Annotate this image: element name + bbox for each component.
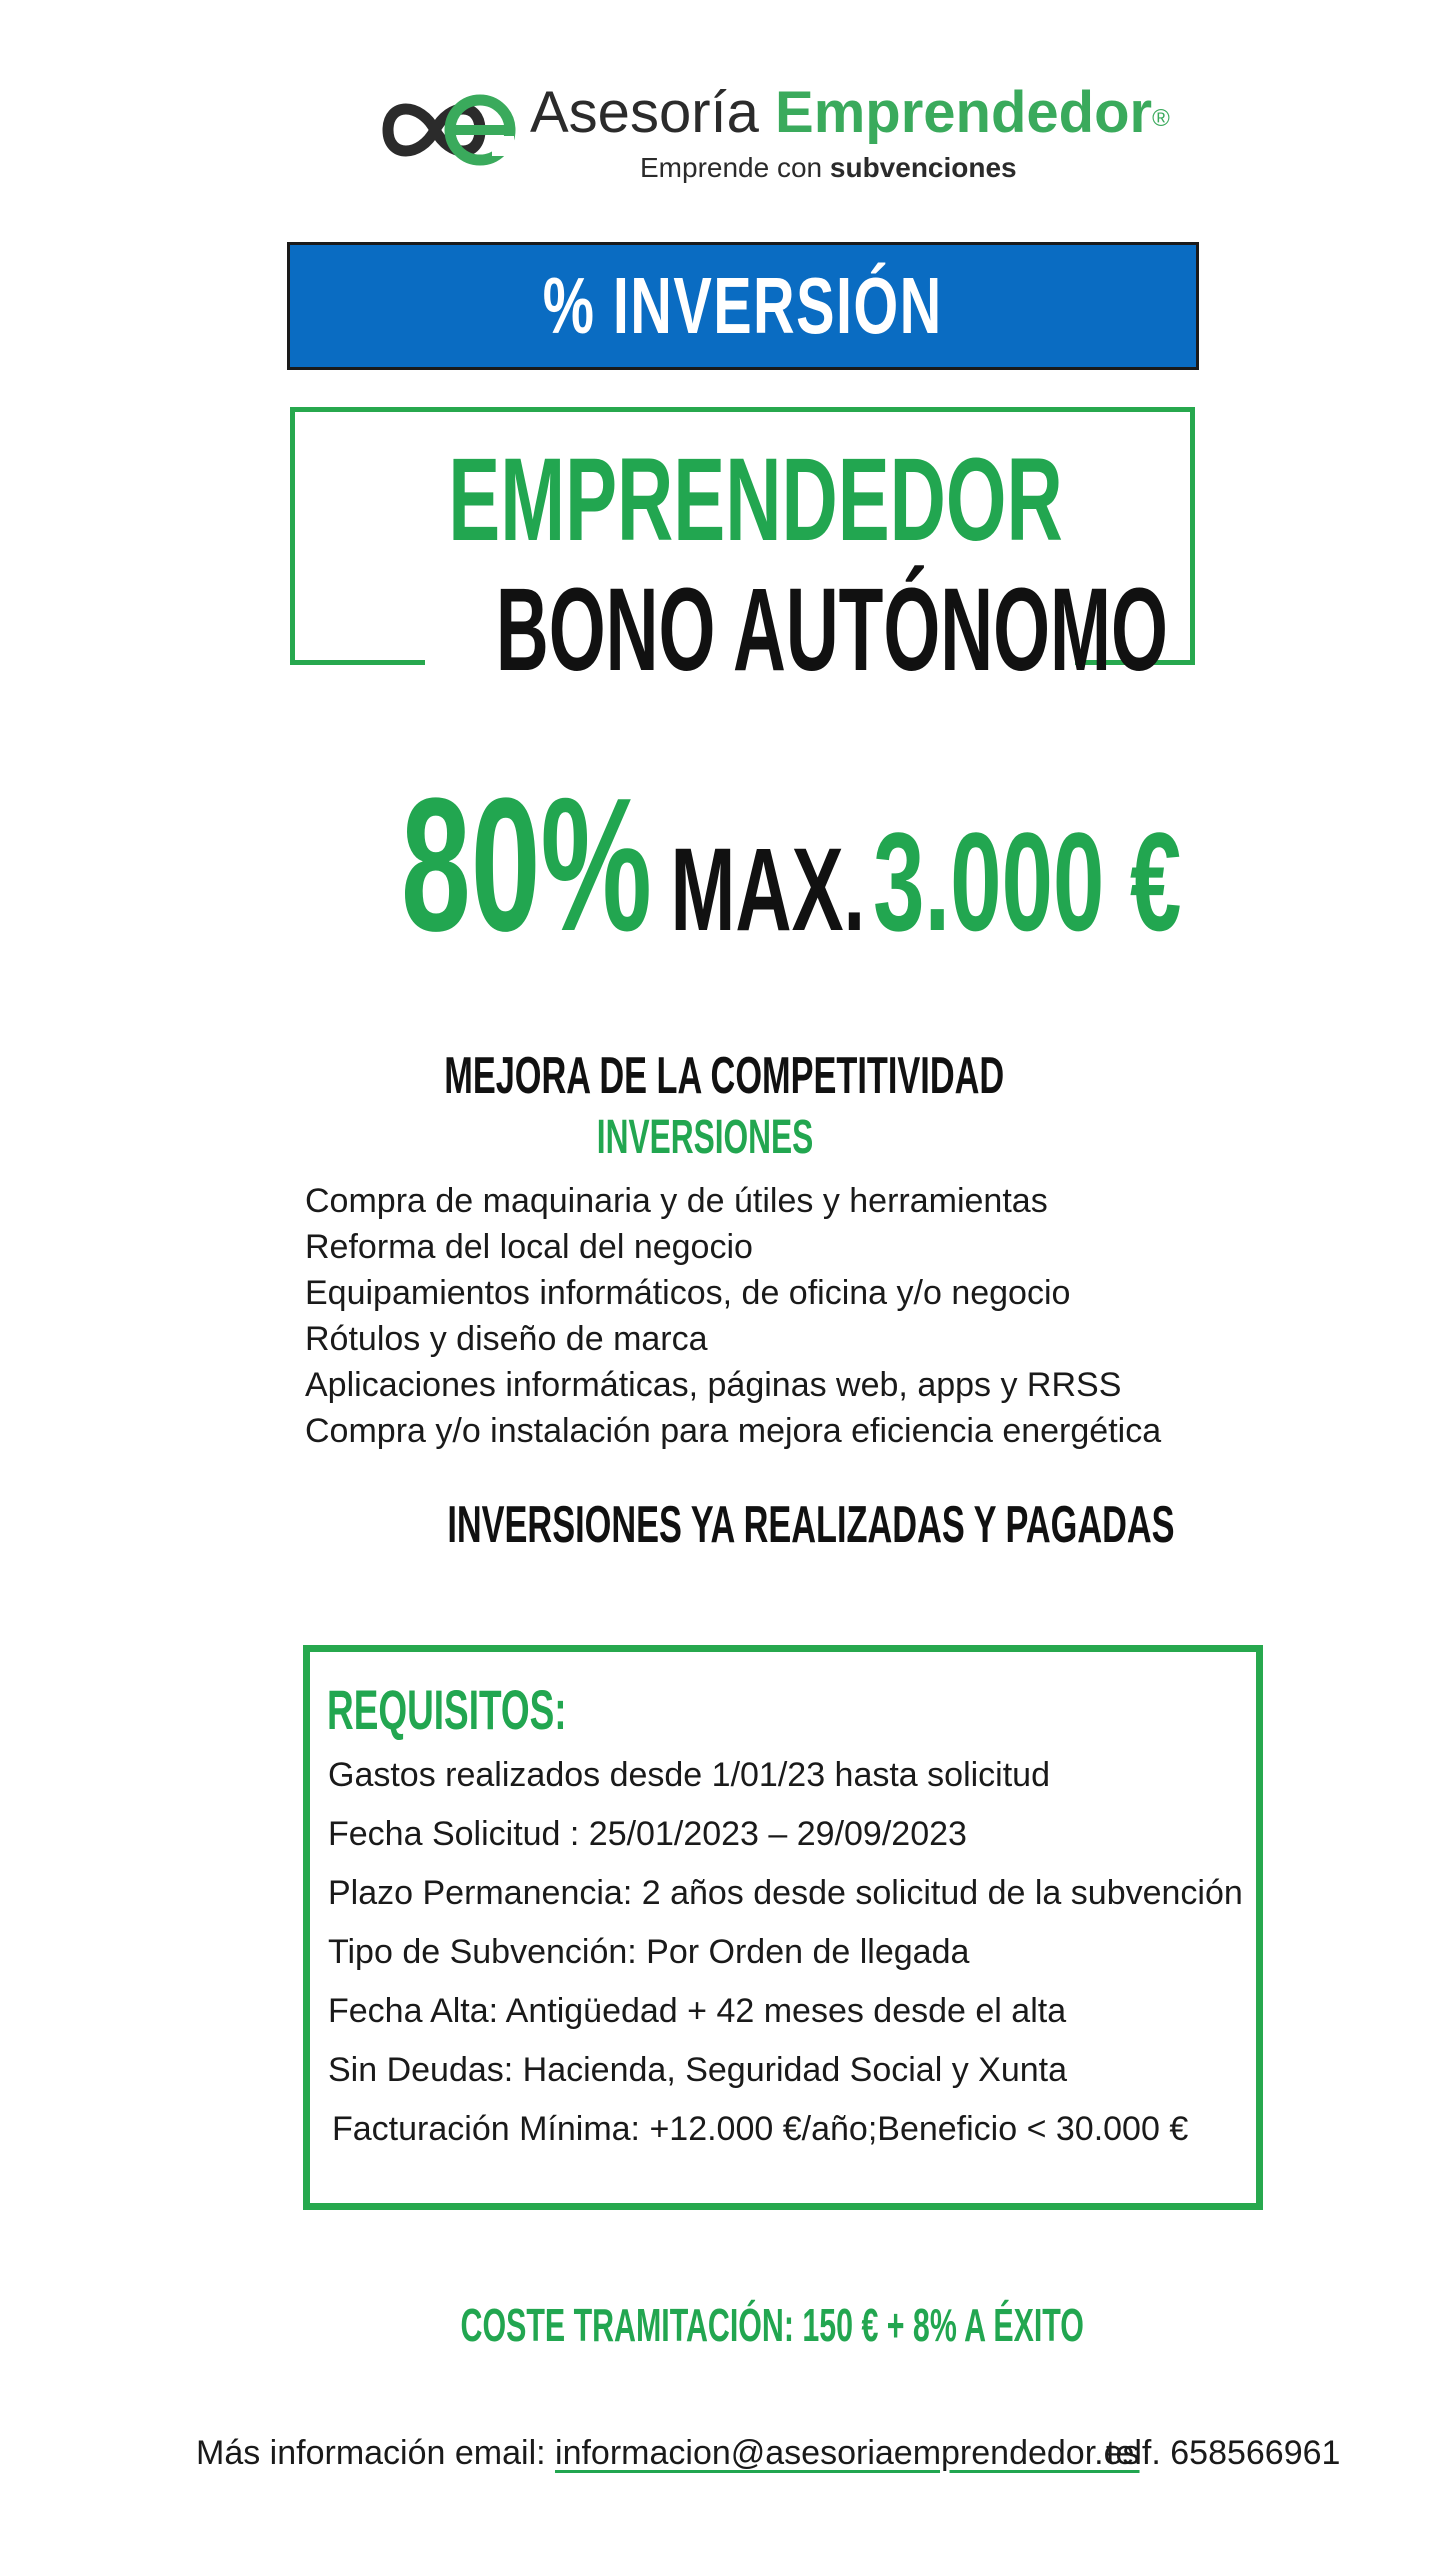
list-item: Reforma del local del negocio — [305, 1228, 753, 1266]
requirements-list — [328, 1755, 1248, 2195]
list-item: Compra y/o instalación para mejora eficiencia energética — [305, 1412, 1162, 1450]
section-subheading-text: INVERSIONES — [596, 1111, 814, 1164]
list-item: Equipamientos informáticos, de oficina y/o negocio — [305, 1274, 1071, 1312]
requirement-item: Facturación Mínima: +12.000 €/año;Beneficio < 30.000 € — [332, 2110, 1189, 2148]
registered-mark: ® — [1152, 105, 1170, 132]
program-line2: BONO AUTÓNOMO — [495, 564, 1168, 696]
requirements-title-text: REQUISITOS: — [327, 1678, 567, 1741]
logo-brand-name — [530, 78, 1170, 148]
list-item: Rótulos y diseño de marca — [305, 1320, 708, 1358]
tagline-part1: Emprende con — [640, 152, 823, 183]
requirement-item: Tipo de Subvención: Por Orden de llegada — [328, 1933, 970, 1971]
list-item: Compra de maquinaria y de útiles y herramientas — [305, 1182, 1048, 1220]
banner-title: % INVERSIÓN — [543, 261, 943, 350]
inversion-banner — [287, 242, 1199, 370]
subsidy-max-label: MAX. — [670, 824, 866, 956]
requirements-title — [327, 1680, 627, 1740]
program-title-emprendedor — [290, 434, 1195, 566]
requirement-item: Fecha Solicitud : 25/01/2023 – 29/09/2023 — [328, 1815, 967, 1853]
section-heading — [300, 1048, 1110, 1104]
contact-footer — [196, 2428, 1341, 2478]
logo-brand-part2: Emprendedor — [775, 80, 1153, 145]
frame-border-top — [290, 407, 1195, 412]
logo-mark — [380, 82, 520, 177]
processing-cost-text: COSTE TRAMITACIÓN: 150 € + 8% A ÉXITO — [460, 2299, 1084, 2351]
section-heading-text: MEJORA DE LA COMPETITIVIDAD — [444, 1047, 1005, 1105]
requirement-item: Sin Deudas: Hacienda, Seguridad Social y Xunta — [328, 2051, 1068, 2089]
program-title-bono — [290, 564, 1195, 696]
processing-cost — [300, 2295, 1140, 2355]
logo-brand-part1: Asesoría — [530, 80, 759, 145]
subsidy-max-amount: 3.000 € — [873, 803, 1182, 960]
investment-list — [305, 1178, 1185, 1460]
requirement-item: Gastos realizados desde 1/01/23 hasta solicitud — [328, 1756, 1051, 1794]
contact-phone: telf. 658566961 — [1106, 2434, 1341, 2472]
program-line1: EMPRENDEDOR — [448, 434, 1063, 566]
requirement-item: Plazo Permanencia: 2 años desde solicitud de la subvención — [328, 1874, 1243, 1912]
requirement-item: Fecha Alta: Antigüedad + 42 meses desde el alta — [328, 1992, 1067, 2030]
contact-info-label: Más información email: — [196, 2434, 556, 2472]
logo-tagline — [640, 150, 1060, 186]
subsidy-highlight — [200, 759, 1237, 971]
contact-email-link[interactable]: informacion@asesoriaemprendedor.es — [555, 2434, 1140, 2472]
investments-note-text: INVERSIONES YA REALIZADAS Y PAGADAS — [447, 1496, 1175, 1554]
tagline-part2: subvenciones — [829, 152, 1017, 183]
section-subheading — [400, 1110, 1010, 1166]
subsidy-percent: 80% — [401, 759, 652, 971]
investments-note — [260, 1496, 1175, 1554]
list-item: Aplicaciones informáticas, páginas web, apps y RRSS — [305, 1366, 1122, 1404]
